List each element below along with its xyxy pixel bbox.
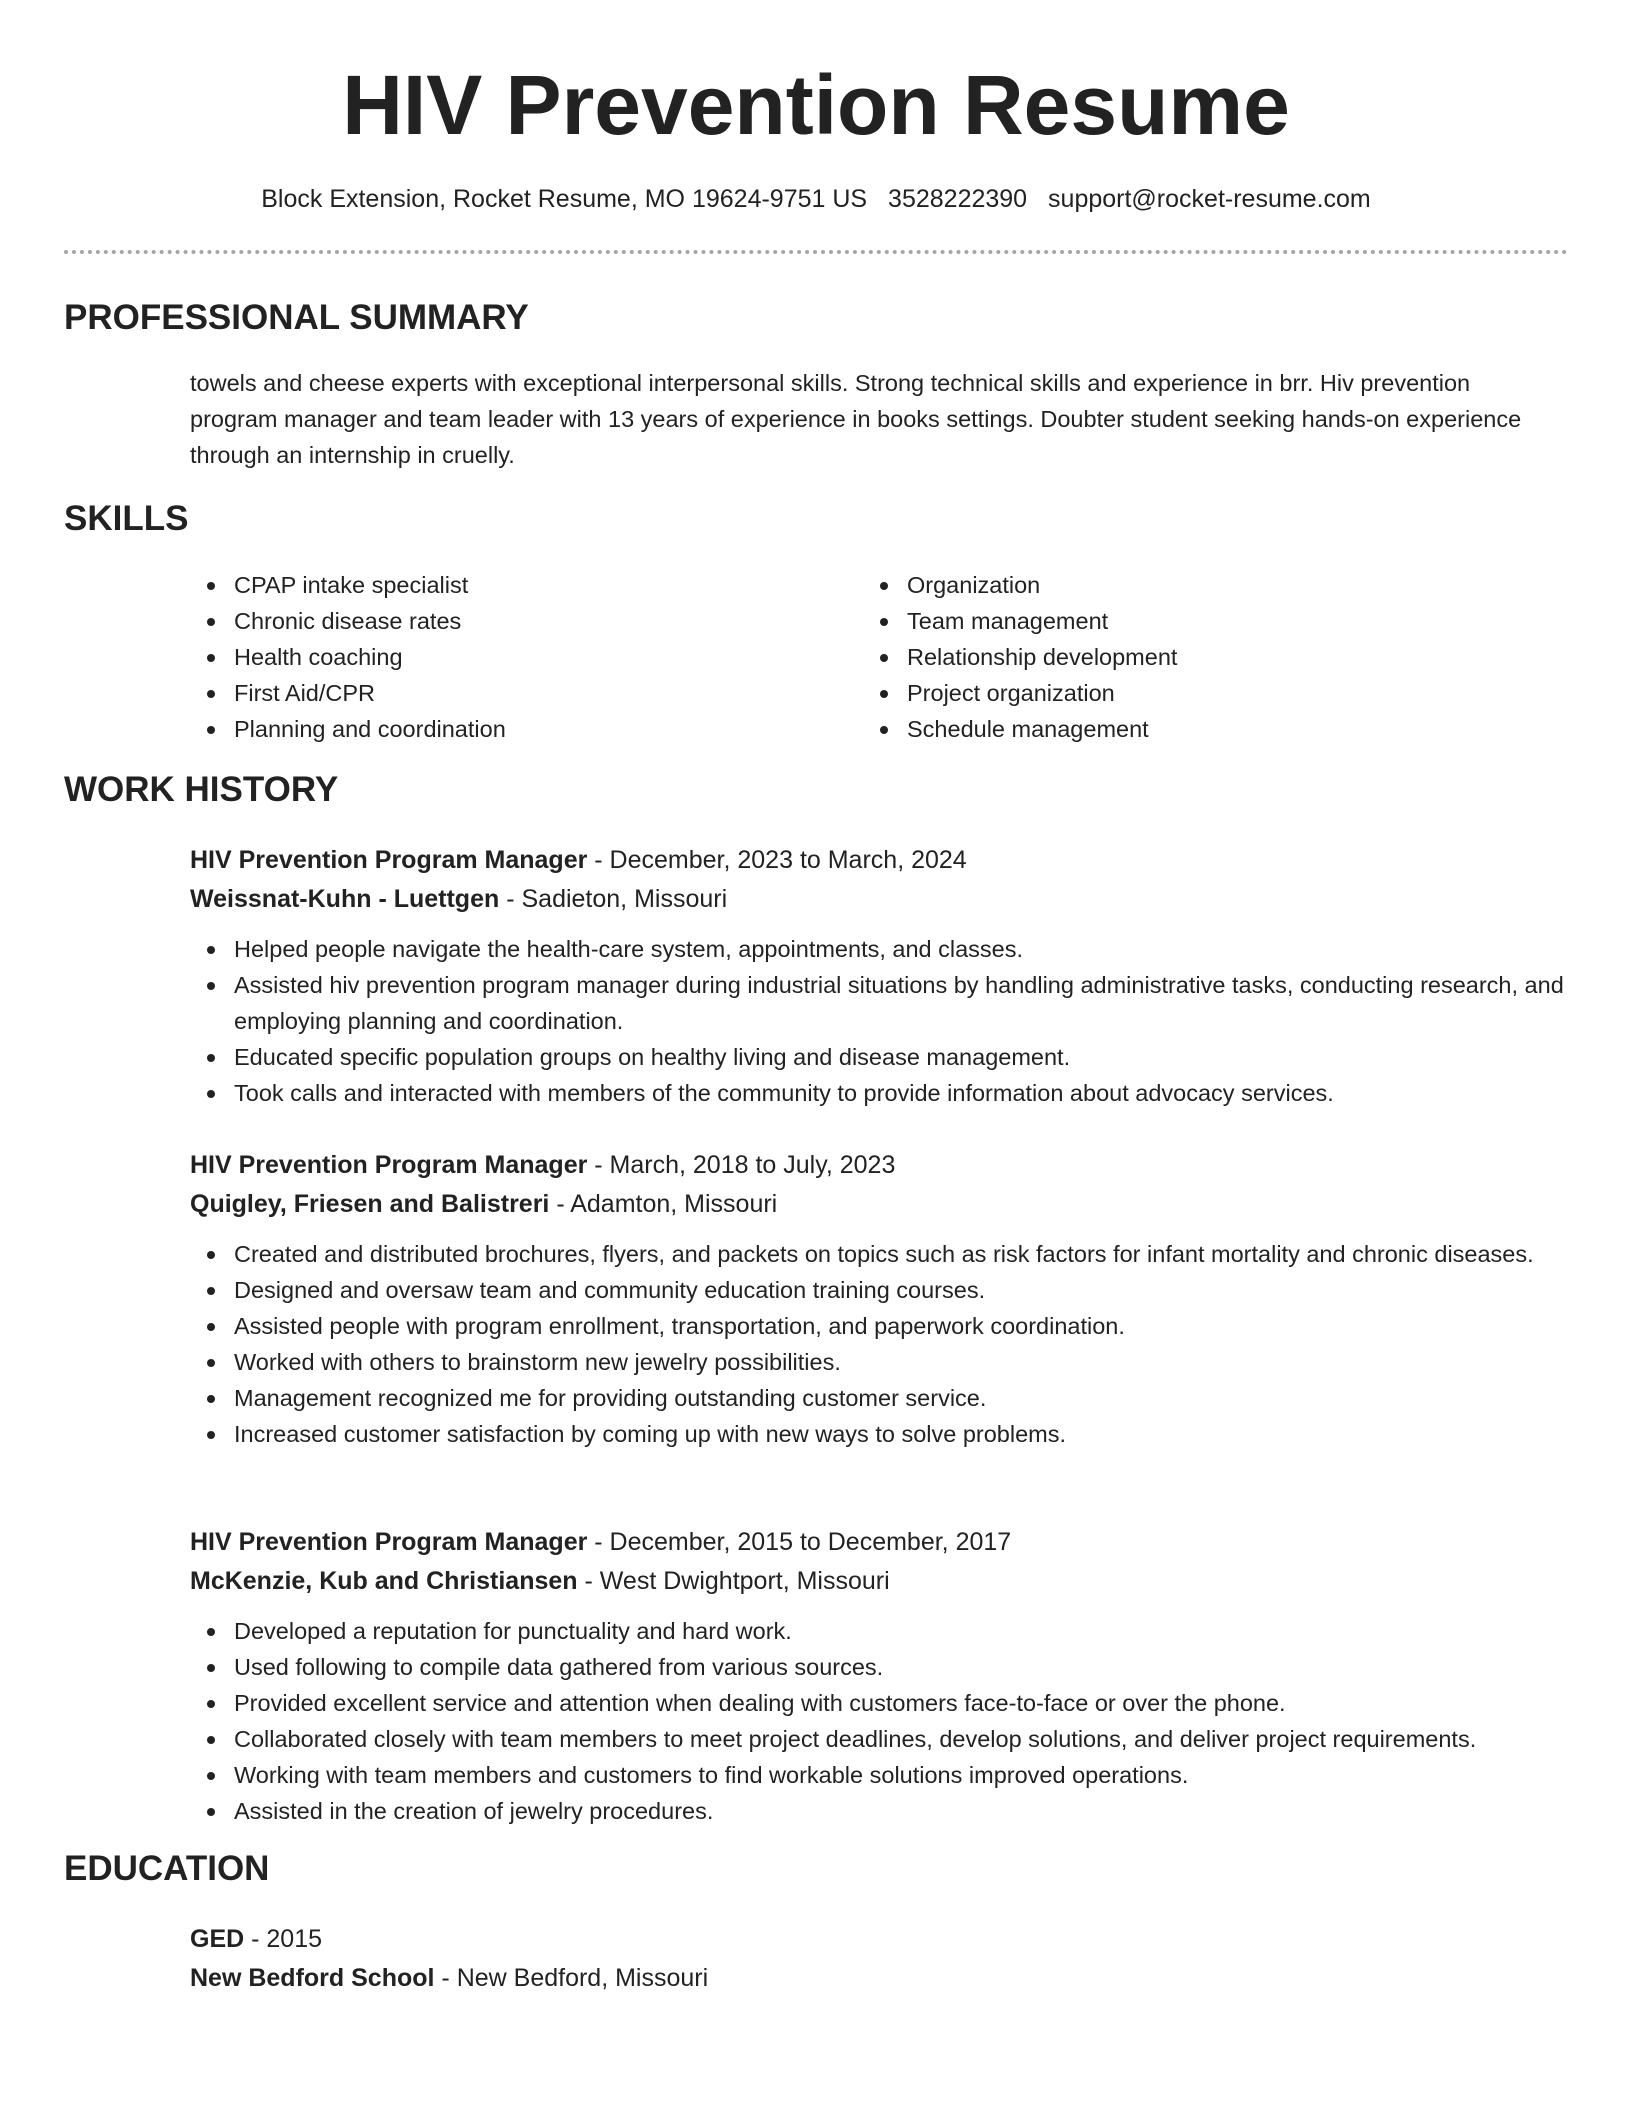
skill-item: Team management <box>863 603 1463 639</box>
job-bullet: Created and distributed brochures, flyers, and packets on topics such as risk factors for infant mortality and chronic diseases. <box>190 1236 1570 1272</box>
separator: - <box>244 1925 267 1953</box>
job-location: Sadieton, Missouri <box>521 885 728 913</box>
work-history-heading: WORK HISTORY <box>64 770 339 809</box>
job-bullet: Used following to compile data gathered from various sources. <box>190 1649 1570 1685</box>
job-bullet: Developed a reputation for punctuality and hard work. <box>190 1613 1570 1649</box>
skills-heading: SKILLS <box>64 499 189 538</box>
skill-item: Health coaching <box>190 639 790 675</box>
job-location: West Dwightport, Missouri <box>599 1567 890 1595</box>
job-bullet: Working with team members and customers to find workable solutions improved operations. <box>190 1757 1570 1793</box>
separator: - <box>549 1190 571 1218</box>
job-bullet: Educated specific population groups on healthy living and disease management. <box>190 1039 1570 1075</box>
job-bullet: Increased customer satisfaction by coming up with new ways to solve problems. <box>190 1416 1570 1452</box>
job-company-line <box>190 1561 890 1601</box>
job-company: Quigley, Friesen and Balistreri <box>190 1190 550 1218</box>
separator: - <box>587 1528 610 1556</box>
skill-item: Schedule management <box>863 711 1463 747</box>
contact-email: support@rocket-resume.com <box>1048 185 1371 213</box>
job-bullet: Assisted hiv prevention program manager during industrial situations by handling administrative tasks, conducting research, and employing planning and coordination. <box>190 967 1570 1039</box>
skill-item: First Aid/CPR <box>190 675 790 711</box>
education-degree-line <box>190 1919 322 1959</box>
job-bullet: Helped people navigate the health-care system, appointments, and classes. <box>190 931 1570 967</box>
job-company-line <box>190 879 727 919</box>
job-bullet: Assisted people with program enrollment, transportation, and paperwork coordination. <box>190 1308 1570 1344</box>
separator: - <box>434 1964 457 1992</box>
job-bullet: Took calls and interacted with members of the community to provide information about advocacy services. <box>190 1075 1570 1111</box>
skill-item: Chronic disease rates <box>190 603 790 639</box>
job-bullet: Provided excellent service and attention when dealing with customers face-to-face or over the phone. <box>190 1685 1570 1721</box>
job-title-line <box>190 840 967 880</box>
contact-address: Block Extension, Rocket Resume, MO 19624-9751 US <box>261 185 868 213</box>
contact-line <box>0 179 1632 219</box>
skill-item: Organization <box>863 567 1463 603</box>
separator: - <box>499 885 522 913</box>
skills-list-left <box>190 567 790 747</box>
summary-heading: PROFESSIONAL SUMMARY <box>64 298 529 337</box>
skill-item: CPAP intake specialist <box>190 567 790 603</box>
job-bullets <box>190 931 1570 1111</box>
job-title-line <box>190 1145 895 1185</box>
page-title: HIV Prevention Resume <box>342 58 1290 152</box>
job-bullets <box>190 1613 1570 1829</box>
job-title: HIV Prevention Program Manager <box>190 1151 588 1179</box>
job-bullet: Worked with others to brainstorm new jewelry possibilities. <box>190 1344 1570 1380</box>
skills-list-right <box>863 567 1463 747</box>
job-bullet: Designed and oversaw team and community education training courses. <box>190 1272 1570 1308</box>
education-heading: EDUCATION <box>64 1849 270 1888</box>
job-bullet: Collaborated closely with team members to meet project deadlines, develop solutions, and deliver project requirements. <box>190 1721 1570 1757</box>
job-title: HIV Prevention Program Manager <box>190 846 588 874</box>
education-degree: GED <box>190 1925 245 1953</box>
education-school: New Bedford School <box>190 1964 435 1992</box>
job-dates: December, 2023 to March, 2024 <box>609 846 967 874</box>
separator: - <box>577 1567 600 1595</box>
separator: - <box>587 1151 610 1179</box>
job-company-line <box>190 1184 777 1224</box>
job-title: HIV Prevention Program Manager <box>190 1528 588 1556</box>
job-dates: March, 2018 to July, 2023 <box>609 1151 896 1179</box>
skill-item: Project organization <box>863 675 1463 711</box>
job-location: Adamton, Missouri <box>570 1190 778 1218</box>
job-title-line <box>190 1522 1011 1562</box>
separator: - <box>587 846 610 874</box>
education-school-line <box>190 1958 708 1998</box>
skill-item: Planning and coordination <box>190 711 790 747</box>
job-bullets <box>190 1236 1570 1452</box>
education-year: 2015 <box>266 1925 323 1953</box>
contact-phone: 3528222390 <box>888 185 1028 213</box>
summary-text: towels and cheese experts with exceptional interpersonal skills. Strong technical skills and experience in brr. Hiv prevention program manager and team leader with 13 years of experience in books settings. Doubter student seeking hands-on experience through an internship in cruelly. <box>190 370 1522 468</box>
job-company: Weissnat-Kuhn - Luettgen <box>190 885 500 913</box>
job-dates: December, 2015 to December, 2017 <box>609 1528 1012 1556</box>
education-location: New Bedford, Missouri <box>456 1964 709 1992</box>
job-company: McKenzie, Kub and Christiansen <box>190 1567 578 1595</box>
job-bullet: Management recognized me for providing outstanding customer service. <box>190 1380 1570 1416</box>
header-divider <box>64 250 1568 254</box>
skill-item: Relationship development <box>863 639 1463 675</box>
job-bullet: Assisted in the creation of jewelry procedures. <box>190 1793 1570 1829</box>
